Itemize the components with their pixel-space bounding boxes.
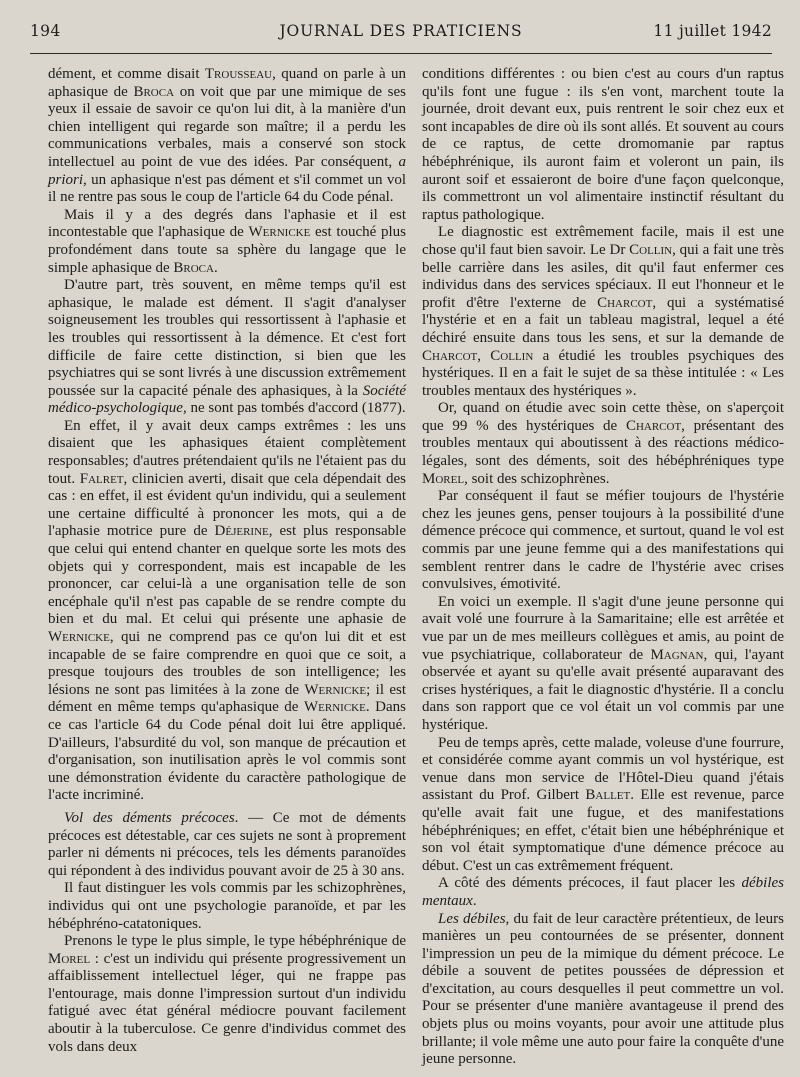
- running-header: [30, 22, 772, 46]
- journal-title: JOURNAL DES PRATICIENS: [279, 22, 523, 40]
- paragraph: Mais il y a des degrés dans l'aphasie et il est incontestable que l'aphasique de Wernicke est touché plus profondément dans toute sa sphère du langage que le simple aphasique de Broca.: [48, 206, 406, 276]
- paragraph: Le diagnostic est extrêmement facile, mais il est une chose qu'il faut bien savoir. Le Dr Collin, qui a fait une très belle carrière dans les asiles, dit qu'il faut enfermer ces individus dans des services spéciaux. Il eut l'honneur et le profit d'être l'externe de Charcot, qui a systématisé l'hystérie et en a fait un tableau magistral, lequel a été déchiré ensuite dans tous les sens, et sur la demande de Charcot, Collin a étudié les troubles psychiques des hystériques. Il en a fait le sujet de sa thèse intitulée : « Les troubles mentaux des hystériques ».: [422, 224, 784, 399]
- paragraph: D'autre part, très souvent, en même temps qu'il est aphasique, le malade est dément. Il s'agit d'analyser soigneusement les troubles qui ressortissent à l'aphasie et les troubles qui ressortissent à la démence. Et c'est fort difficile de faire cette distinction, si bien que les psychiatres qui se sont livrés à une discussion extrêmement poussée sur la capacité pénale des aphasiques, à la Société médico-psychologique, ne sont pas tombés d'accord (1877).: [48, 277, 406, 417]
- left-column: [48, 66, 406, 1056]
- paragraph: Les débiles, du fait de leur caractère prétentieux, de leurs manières un peu contournées de se présenter, donnent l'impression un peu de la mimique du dément précoce. Le débile a souvent de petites poussées de dépression et d'excitation, au cours desquelles il peut commettre un vol. Pour se présenter d'une manière avantageuse il prend des objets plus ou moins voyants, pour avoir une attitude plus brillante; il vole même une auto pour faire la conquête d'une jeune personne.: [422, 910, 784, 1068]
- paragraph: Or, quand on étudie avec soin cette thèse, on s'aperçoit que 99 % des hystériques de Charcot, présentant des troubles mentaux qui aboutissent à des réactions médico-légales, sont des déments, soit des hébéphréniques type Morel, soit des schizophrènes.: [422, 400, 784, 487]
- paragraph: Prenons le type le plus simple, le type hébéphrénique de Morel : c'est un individu qui présente progressivement un affaiblissement intellectuel léger, qui ne frappe pas l'entourage, mais donne l'impression surtout d'un individu fatigué avec état général médiocre pouvant facilement aboutir à la tuberculose. Ce genre d'individus commet des vols dans deux: [48, 933, 406, 1055]
- paragraph: Peu de temps après, cette malade, voleuse d'une fourrure, et considérée comme ayant commis un vol hystérique, est venue dans mon service de l'Hôtel-Dieu quand j'étais assistant du Prof. Gilbert Ballet. Elle est revenue, parce qu'elle avait fait une fugue, et des manifestations hébéphréniques; en effet, c'était bien une hébéphrénique et son vol était symptomatique d'une démence précoce au début. C'est un cas extrêmement fréquent.: [422, 734, 784, 874]
- paragraph: En effet, il y avait deux camps extrêmes : les uns disaient que les aphasiques étaient complètement responsables; d'autres prétendaient qu'ils ne l'étaient pas du tout. Falret, clinicien averti, disait que cela dépendait des cas : en effet, il est évident qu'un individu, qui a seulement une certaine difficulté à prononcer les mots, qui a de l'aphasie motrice pure de Déjerine, est plus responsable que celui qui entend chanter en quelque sorte les mots des objets qui y correspondent, mais est incapable de les prononcer, car celui-là a une organisation telle de son encéphale qu'il n'est pas capable de se rendre compte du bien et du mal. Et celui qui présente une aphasie de Wernicke, qui ne comprend pas ce qu'on lui dit et est incapable de se faire comprendre en quoi que ce soit, a presque toujours des troubles de son intelligence; les lésions ne sont pas limitées à la zone de Wernicke; il est dément en même temps qu'aphasique de Wernicke. Dans ce cas l'article 64 du Code pénal doit lui être appliqué. D'ailleurs, l'absurdité du vol, son manque de précaution et d'organisation, son inutilisation après le vol commis sont une démonstration évidente du caractère pathologique de l'acte incriminé.: [48, 417, 406, 804]
- right-column: [422, 66, 784, 1069]
- header-rule: [30, 53, 772, 54]
- page-number: 194: [30, 22, 61, 40]
- paragraph: dément, et comme disait Trousseau, quand on parle à un aphasique de Broca on voit que par une mimique de ses yeux il essaie de savoir ce qu'on lui dit, à la manière d'un chien intelligent qui regarde son maître; il a perdu les communications verbales, mais a conservé son stock intellectuel au point de vue des idées. Par conséquent, a priori, un aphasique n'est pas dément et s'il commet un vol il ne rentre pas sous le coup de l'article 64 du Code pénal.: [48, 66, 407, 206]
- section-heading-paragraph: Vol des déments précoces. — Ce mot de déments précoces est détestable, car ces sujets ne sont à proprement parler ni déments ni précoces, tels les déments paranoïdes qui répondent à des individus pouvant avoir de 25 à 30 ans.: [48, 809, 406, 879]
- paragraph: A côté des déments précoces, il faut placer les débiles mentaux.: [422, 875, 784, 909]
- issue-date: 11 juillet 1942: [653, 22, 772, 40]
- paragraph: En voici un exemple. Il s'agit d'une jeune personne qui avait volé une fourrure à la Samaritaine; elle est arrêtée et vue par un de mes meilleurs collègues et amis, au point de vue psychiatrique, collaborateur de Magnan, qui, l'ayant observée et ayant su qu'elle avait présenté auparavant des crises hystériques, a fait le diagnostic d'hystérie. Il a conclu dans son rapport que ce vol était un vol commis par une hystérique.: [422, 593, 784, 733]
- paragraph: conditions différentes : ou bien c'est au cours d'un raptus qu'ils font une fugue : ils s'en vont, marchent toute la journée, droit devant eux, puis rentrent le soir chez eux et sont incapables de dire où ils sont allés. Et souvent au cours de ce raptus, de cette dromomanie par raptus hébéphrénique, ils auront faim et voleront un pain, ils auront soif et essaieront de boire d'une façon quelconque, ils commettront un vol alimentaire instinctif résultant du raptus pathologique.: [422, 66, 784, 223]
- section-heading: Vol des déments précoces: [64, 809, 235, 826]
- paragraph: Par conséquent il faut se méfier toujours de l'hystérie chez les jeunes gens, penser toujours à la possibilité d'une démence précoce qui commence, et surtout, quand le vol est commis par une jeune femme qui a des manifestations qui semblent rentrer dans le cadre de l'hystérie avec crises convulsives, émotivité.: [422, 488, 784, 593]
- paragraph: Il faut distinguer les vols commis par les schizophrènes, individus qui ont une psychologie paranoïde, et par les hébéphréno-catatoniques.: [48, 880, 406, 932]
